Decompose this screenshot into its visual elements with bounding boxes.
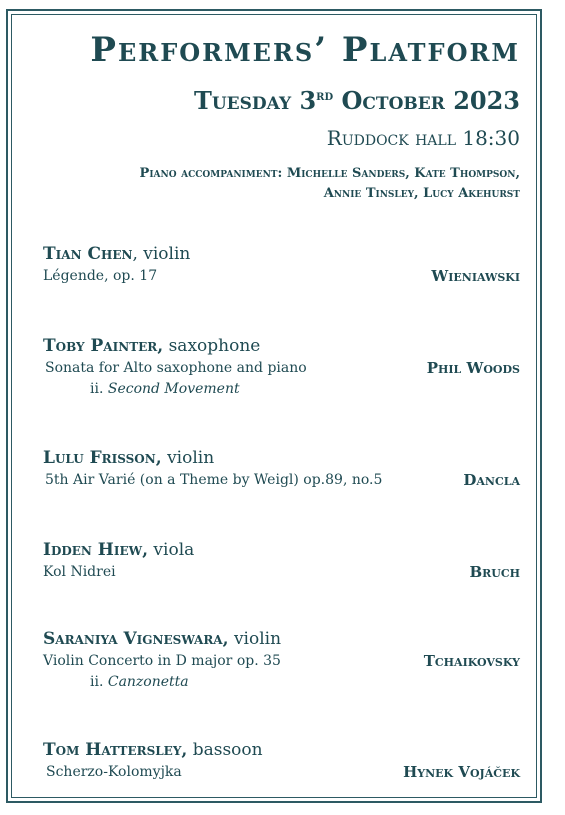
piece-title: Scherzo-Kolomyjka <box>46 764 182 780</box>
program-item <box>43 739 520 783</box>
performer-name: Lulu Frisson, <box>43 448 162 468</box>
performer-name: Tian Chen <box>43 244 133 264</box>
performer-line <box>43 539 520 561</box>
performer-name: Saraniya Vigneswara, <box>43 629 229 649</box>
program-item <box>43 243 520 287</box>
performer-instrument: violin <box>167 448 215 468</box>
performer-instrument: violin <box>143 244 191 264</box>
movement-number: ii. <box>90 674 108 690</box>
composer-name: Hynek Vojáček <box>403 763 520 781</box>
performer-name: Idden Hiew, <box>43 540 149 560</box>
performer-line <box>43 628 520 650</box>
program-item <box>43 335 520 399</box>
performer-instrument: saxophone <box>168 336 261 356</box>
accompaniment-line-1: Piano accompaniment: Michelle Sanders, Kate Thompson, <box>139 166 520 181</box>
performer-line <box>43 447 520 469</box>
performer-line <box>43 739 520 761</box>
composer-name: Wieniawski <box>431 267 520 285</box>
piece-title: Kol Nidrei <box>43 564 116 580</box>
movement-title: Canzonetta <box>107 674 189 690</box>
date-rest: October 2023 <box>333 86 520 115</box>
date-main: Tuesday 3 <box>193 86 317 115</box>
performer-line <box>43 335 520 357</box>
composer-name: Phil Woods <box>426 359 520 377</box>
program-item <box>43 539 520 583</box>
event-date <box>194 86 520 115</box>
venue-time: Ruddock hall 18:30 <box>326 126 520 150</box>
program-item <box>43 628 520 692</box>
performer-instrument: violin <box>233 629 282 649</box>
performer-instrument: viola <box>153 540 195 560</box>
movement-line <box>43 672 520 692</box>
performer-instrument: bassoon <box>192 740 263 760</box>
movement-line <box>43 379 520 399</box>
date-ordinal: rd <box>316 88 334 104</box>
composer-name: Tchaikovsky <box>423 652 520 670</box>
accompaniment-block <box>140 164 520 204</box>
movement-number: ii. <box>90 381 108 397</box>
accompaniment-line-2: Annie Tinsley, Lucy Akehurst <box>323 186 520 201</box>
piece-title: Sonata for Alto saxophone and piano <box>45 360 307 376</box>
page-title: Performers’ Platform <box>90 30 520 70</box>
performer-separator: , <box>132 244 144 264</box>
program-item <box>43 447 520 491</box>
performer-name: Toby Painter, <box>43 336 164 356</box>
performer-name: Tom Hattersley, <box>43 740 188 760</box>
piece-title: Légende, op. 17 <box>43 268 158 284</box>
composer-name: Bruch <box>469 563 520 581</box>
performer-line <box>43 243 520 265</box>
piece-title: Violin Concerto in D major op. 35 <box>43 653 281 669</box>
piece-title: 5th Air Varié (on a Theme by Weigl) op.89, no.5 <box>45 472 383 488</box>
composer-name: Dancla <box>463 471 520 489</box>
movement-title: Second Movement <box>107 381 240 397</box>
